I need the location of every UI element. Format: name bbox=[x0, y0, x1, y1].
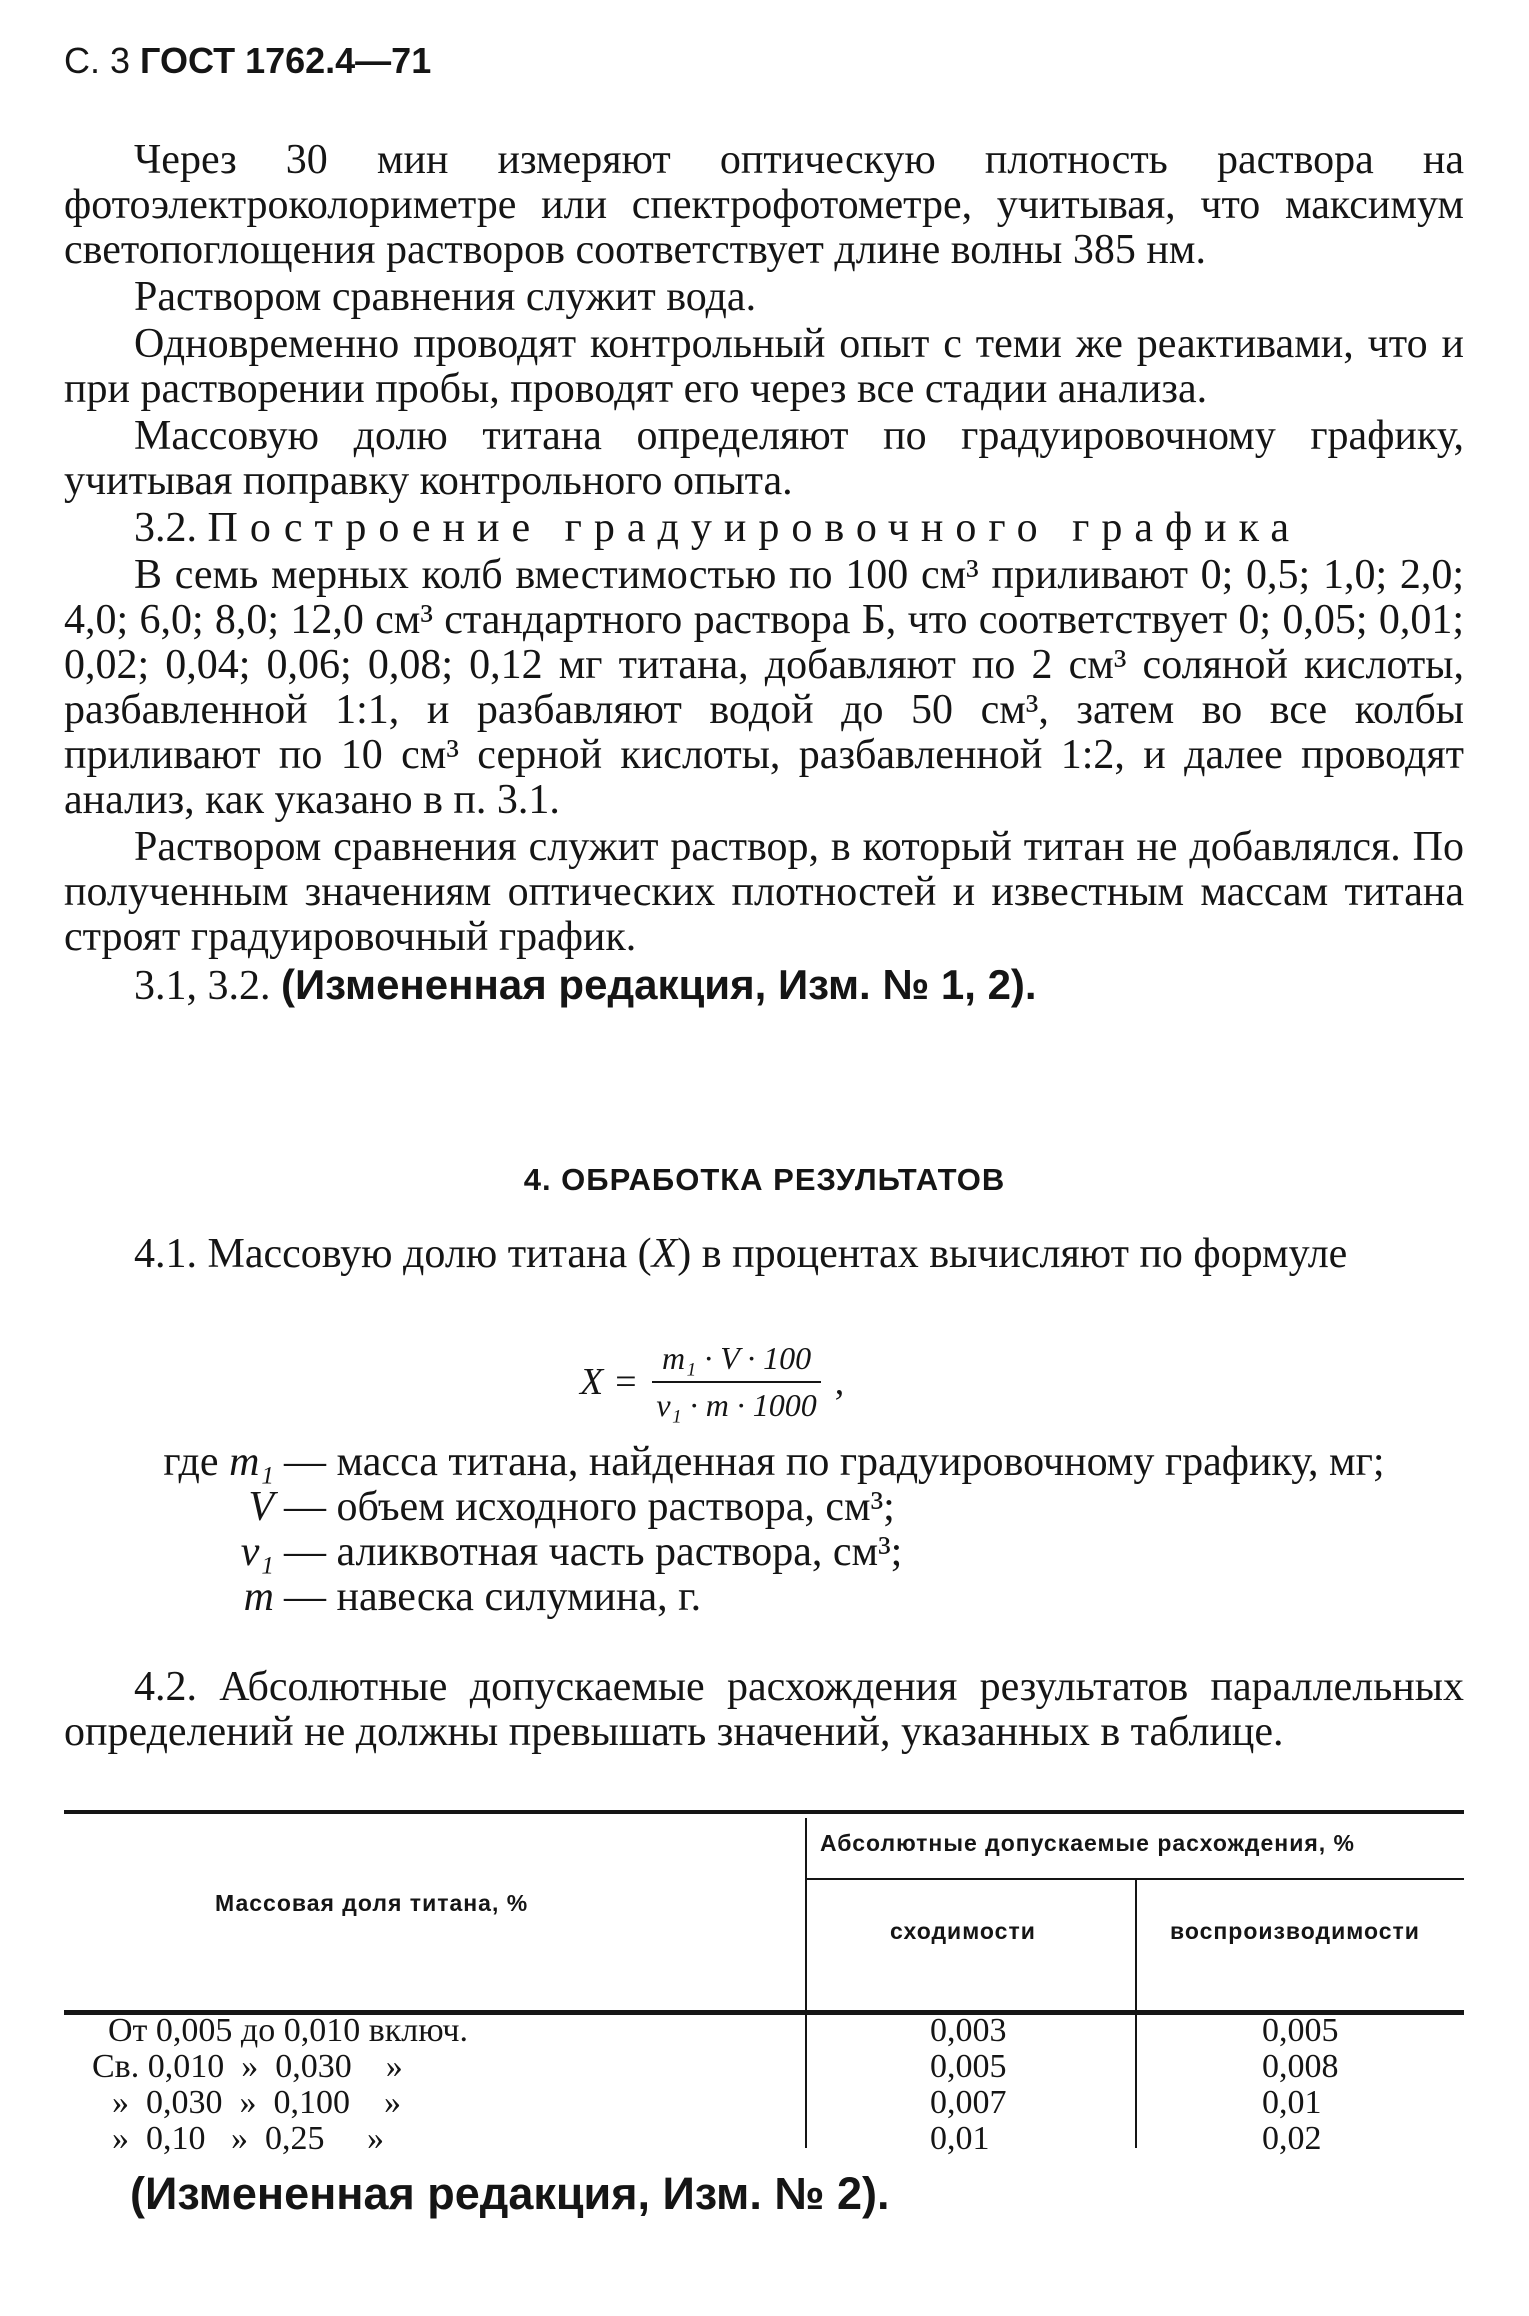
definition-row bbox=[64, 1575, 1464, 1620]
formula bbox=[580, 1340, 844, 1424]
p41-text-a: 4.1. Массовую долю титана ( bbox=[134, 1231, 652, 1277]
section-title: Построение градуировочного графика bbox=[207, 505, 1302, 551]
formula-denominator: v₁ · m · 1000 bbox=[656, 1387, 817, 1423]
formula-fraction bbox=[646, 1340, 826, 1424]
formula-numerator: m₁ · V · 100 bbox=[652, 1340, 821, 1383]
definition-text: — аликвотная часть раствора, см³; bbox=[284, 1529, 903, 1575]
paragraph-mass-fraction: Массовую долю титана определяют по градуировочному графику, учитывая поправку контрольного опыта. bbox=[64, 413, 1464, 504]
definition-row bbox=[64, 1485, 1464, 1530]
paragraph-4-1 bbox=[64, 1232, 1464, 1277]
amendment-note-1 bbox=[64, 962, 1464, 1009]
definition-symbol: m bbox=[243, 1574, 274, 1620]
amendment-note-2: (Измененная редакция, Изм. № 2). bbox=[130, 2168, 890, 2219]
formula-tail: , bbox=[834, 1361, 845, 1403]
variable-definitions bbox=[64, 1440, 1464, 1620]
table-cell-reproducibility: 0,01 bbox=[1262, 2084, 1322, 2121]
table-cell-convergence: 0,003 bbox=[930, 2012, 1007, 2049]
section-number: 3.2. bbox=[134, 505, 197, 551]
header-reproducibility: воспроизводимости bbox=[1170, 1918, 1420, 1944]
paragraph-reference-water: Раствором сравнения служит вода. bbox=[134, 274, 757, 320]
definition-row bbox=[64, 1440, 1464, 1485]
definition-text: — масса титана, найденная по градуировочному графику, мг; bbox=[284, 1439, 1385, 1485]
table-divider-1 bbox=[805, 1818, 807, 2148]
page-label: С. 3 bbox=[64, 40, 131, 81]
section-4-title: 4. ОБРАБОТКА РЕЗУЛЬТАТОВ bbox=[523, 1162, 1006, 1197]
header-mass-fraction: Массовая доля титана, % bbox=[215, 1890, 529, 1916]
formula-lhs: X = bbox=[580, 1361, 639, 1403]
definition-text: — объем исходного раствора, см³; bbox=[284, 1484, 895, 1530]
section-heading-3-2 bbox=[64, 506, 1464, 551]
table-group-rule bbox=[805, 1878, 1464, 1880]
definition-symbol: V bbox=[248, 1484, 274, 1530]
table-cell-range: От 0,005 до 0,010 включ. bbox=[108, 2012, 468, 2049]
standard-number: ГОСТ 1762.4—71 bbox=[140, 40, 432, 81]
table-cell-range: » 0,10 » 0,25 » bbox=[112, 2120, 384, 2157]
table-cell-range: Св. 0,010 » 0,030 » bbox=[92, 2048, 403, 2085]
table-cell-reproducibility: 0,008 bbox=[1262, 2048, 1339, 2085]
page-header bbox=[64, 40, 431, 82]
body-text bbox=[64, 138, 1464, 1009]
table-cell-convergence: 0,007 bbox=[930, 2084, 1007, 2121]
definition-symbol: где m₁ bbox=[163, 1439, 274, 1485]
paragraph-4-2 bbox=[64, 1665, 1464, 1755]
paragraph-control-experiment: Одновременно проводят контрольный опыт с теми же реактивами, что и при растворении пробы, проводят его через все стадии анализа. bbox=[64, 321, 1464, 412]
table-cell-convergence: 0,005 bbox=[930, 2048, 1007, 2085]
p41-text-b: ) в процентах вычисляют по формуле bbox=[677, 1231, 1348, 1277]
amendment-text: (Измененная редакция, Изм. № 1, 2). bbox=[281, 961, 1037, 1008]
definition-row bbox=[64, 1530, 1464, 1575]
p41-var: X bbox=[651, 1231, 678, 1277]
paragraph-measurement: Через 30 мин измеряют оптическую плотность раствора на фотоэлектроколориметре или спектрофотометре, учитывая, что максимум светопоглощения растворов соответствует длине волны 385 нм. bbox=[64, 137, 1464, 273]
p42-text: 4.2. Абсолютные допускаемые расхождения результатов параллельных определений не должны превышать значений, указанных в таблице. bbox=[64, 1664, 1464, 1755]
table-cell-convergence: 0,01 bbox=[930, 2120, 990, 2157]
table-top-rule bbox=[64, 1810, 1464, 1814]
paragraph-calibration: В семь мерных колб вместимостью по 100 см³ приливают 0; 0,5; 1,0; 2,0; 4,0; 6,0; 8,0; 12,0 см³ стандартного раствора Б, что соответствует 0; 0,05; 0,01; 0,02; 0,04; 0,06; 0,08; 0,12 мг титана, добавляют по 2 см³ соляной кислоты, разбавленной 1:1, и разбавляют водой до 50 см³, затем во все колбы приливают по 10 см³ серной кислоты, разбавленной 1:2, и далее проводят анализ, как указано в п. 3.1. bbox=[64, 552, 1464, 823]
definition-text: — навеска силумина, г. bbox=[284, 1574, 702, 1620]
where-word: где bbox=[163, 1439, 219, 1485]
table-cell-range: » 0,030 » 0,100 » bbox=[112, 2084, 401, 2121]
definition-symbol: v₁ bbox=[240, 1529, 274, 1575]
amendment-ref: 3.1, 3.2. bbox=[134, 963, 271, 1009]
header-convergence: сходимости bbox=[890, 1918, 1036, 1944]
paragraph-reference-solution: Раствором сравнения служит раствор, в который титан не добавлялся. По полученным значениям оптических плотностей и известным массам титана строят градуировочный график. bbox=[64, 824, 1464, 960]
header-abs-divergence: Абсолютные допускаемые расхождения, % bbox=[820, 1830, 1355, 1856]
table-cell-reproducibility: 0,02 bbox=[1262, 2120, 1322, 2157]
table-cell-reproducibility: 0,005 bbox=[1262, 2012, 1339, 2049]
